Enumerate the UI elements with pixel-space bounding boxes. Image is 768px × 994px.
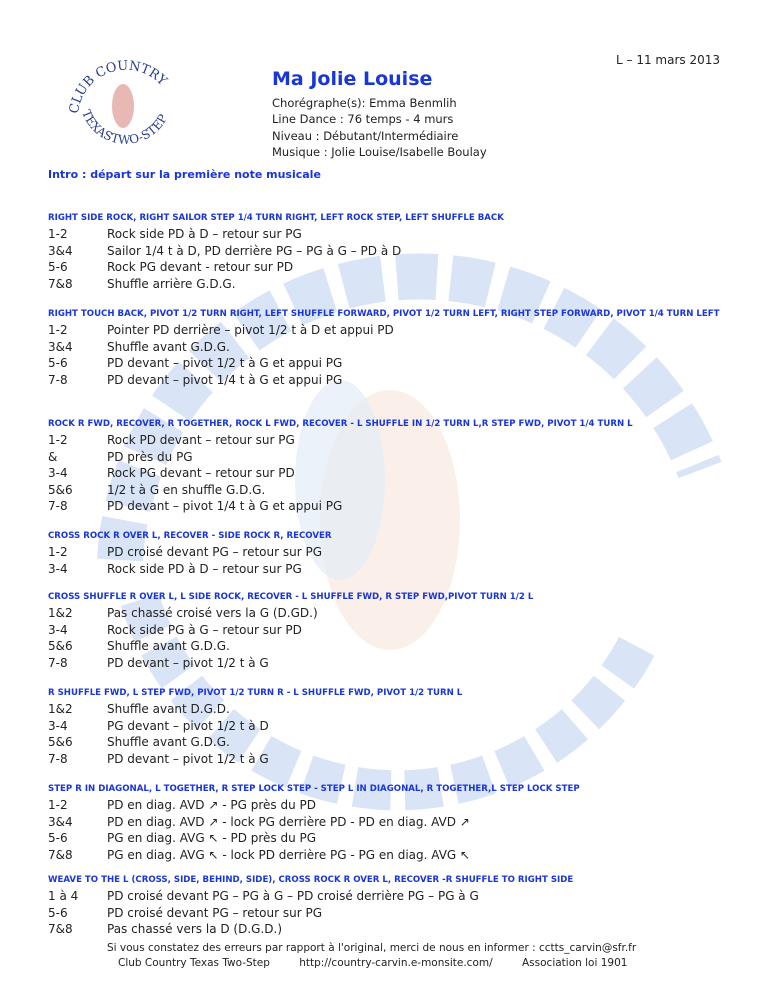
step-description: PD croisé devant PG – retour sur PG	[107, 905, 323, 920]
step-row	[48, 561, 738, 578]
step-count: 3&4	[48, 339, 73, 354]
document-date: L – 11 mars 2013	[616, 53, 720, 67]
step-count: 5&6	[48, 639, 73, 654]
step-description: Rock side PD à D – retour sur PG	[107, 561, 302, 576]
step-description: PG en diag. AVG ↖ - lock PD derrière PG - PG en diag. AVG ↖	[107, 847, 471, 862]
step-description: Shuffle arrière G.D.G.	[107, 276, 236, 291]
section-heading: WEAVE TO THE L (CROSS, SIDE, BEHIND, SIDE), CROSS ROCK R OVER L, RECOVER -R SHUFFLE TO RIGHT SIDE	[48, 875, 574, 885]
step-description: Rock PG devant – retour sur PD	[107, 466, 295, 481]
step-description: PD devant – pivot 1/2 t à G	[107, 751, 269, 766]
step-description: PD en diag. AVD ↗ - PG près du PD	[107, 798, 316, 812]
step-description: Rock side PD à D – retour sur PG	[107, 227, 302, 241]
footer-club: Club Country Texas Two-Step	[118, 957, 270, 969]
step-count: 1-2	[48, 545, 68, 559]
section-heading: RIGHT SIDE ROCK, RIGHT SAILOR STEP 1/4 TURN RIGHT, LEFT ROCK STEP, LEFT SHUFFLE BACK	[48, 213, 504, 223]
step-description: PG en diag. AVG ↖ - PD près du PG	[107, 831, 317, 846]
step-row	[48, 847, 738, 864]
section-heading: CROSS ROCK R OVER L, RECOVER - SIDE ROCK R, RECOVER	[48, 531, 332, 541]
step-description: PD croisé devant PG – retour sur PG	[107, 545, 323, 559]
page-title: Ma Jolie Louise	[272, 68, 433, 90]
step-count: &	[48, 449, 58, 464]
footer-note: Si vous constatez des erreurs par rapport à l'original, merci de nous en informer : cctts_carvin@sfr.fr	[107, 942, 637, 954]
step-row	[48, 622, 738, 639]
step-description: Shuffle avant G.D.G.	[107, 339, 230, 354]
step-description: PD en diag. AVD ↗ - lock PG derrière PD - PD en diag. AVD ↗	[107, 814, 470, 829]
step-count: 3-4	[48, 466, 68, 481]
step-section	[48, 591, 738, 671]
step-count: 5-6	[48, 831, 68, 846]
step-count: 5&6	[48, 735, 73, 750]
step-count: 1-2	[48, 433, 68, 447]
step-count: 1&2	[48, 702, 73, 716]
step-description: Pointer PD derrière – pivot 1/2 t à D et appui PD	[107, 323, 394, 337]
step-description: PD devant – pivot 1/4 t à G et appui PG	[107, 372, 343, 387]
step-row	[48, 259, 738, 276]
step-description: PD devant – pivot 1/2 t à G et appui PG	[107, 356, 343, 371]
step-section	[48, 874, 738, 938]
step-count: 1-2	[48, 798, 68, 812]
logo-top-text: CLUB COUNTRY	[66, 58, 170, 115]
footer-url[interactable]: http://country-carvin.e-monsite.com/	[299, 957, 493, 969]
music: Musique : Jolie Louise/Isabelle Boulay	[272, 144, 487, 159]
step-description: Rock side PG à G – retour sur PD	[107, 622, 302, 637]
step-row	[48, 655, 738, 672]
level: Niveau : Débutant/Intermédiaire	[272, 128, 459, 143]
step-row	[48, 482, 738, 499]
step-count: 5&6	[48, 482, 73, 497]
step-description: Pas chassé croisé vers la G (D.GD.)	[107, 606, 318, 620]
step-count: 1-2	[48, 227, 68, 241]
step-description: Rock PG devant - retour sur PD	[107, 260, 294, 275]
step-row	[48, 355, 738, 372]
step-row	[48, 734, 738, 751]
step-description: Rock PD devant – retour sur PG	[107, 433, 295, 447]
section-heading: RIGHT TOUCH BACK, PIVOT 1/2 TURN RIGHT, LEFT SHUFFLE FORWARD, PIVOT 1/2 TURN LEFT, RIGHT STEP FORWARD, PIVOT 1/4 TURN LEFT	[48, 309, 720, 319]
step-row	[48, 322, 738, 339]
step-row	[48, 701, 738, 718]
step-description: PD près du PG	[107, 449, 193, 464]
step-row	[48, 276, 738, 293]
step-count: 7&8	[48, 847, 73, 862]
step-count: 7-8	[48, 372, 68, 387]
step-count: 3-4	[48, 622, 68, 637]
dance-type: Line Dance : 76 temps - 4 murs	[272, 112, 454, 127]
step-count: 3-4	[48, 561, 68, 576]
step-count: 5-6	[48, 260, 68, 275]
step-count: 3&4	[48, 243, 73, 258]
step-row	[48, 605, 738, 622]
step-count: 3&4	[48, 814, 73, 829]
step-row	[48, 830, 738, 847]
step-row	[48, 243, 738, 260]
step-description: Shuffle avant D.G.D.	[107, 702, 230, 716]
step-row	[48, 814, 738, 831]
step-row	[48, 432, 738, 449]
section-heading: ROCK R FWD, RECOVER, R TOGETHER, ROCK L FWD, RECOVER - L SHUFFLE IN 1/2 TURN L,R STEP FWD, PIVOT 1/4 TURN L	[48, 419, 633, 429]
step-count: 7-8	[48, 655, 68, 670]
step-row	[48, 638, 738, 655]
step-row	[48, 905, 738, 922]
step-count: 1 à 4	[48, 889, 79, 903]
section-heading: STEP R IN DIAGONAL, L TOGETHER, R STEP LOCK STEP - STEP L IN DIAGONAL, R TOGETHER,L STEP LOCK STEP	[48, 784, 580, 794]
step-section	[48, 783, 738, 863]
step-section	[48, 418, 738, 515]
step-count: 5-6	[48, 356, 68, 371]
step-section	[48, 308, 738, 388]
step-count: 7&8	[48, 922, 73, 937]
step-description: Shuffle avant G.D.G.	[107, 735, 230, 750]
step-description: PG devant – pivot 1/2 t à D	[107, 718, 269, 733]
step-row	[48, 921, 738, 938]
step-count: 5-6	[48, 905, 68, 920]
step-row	[48, 718, 738, 735]
step-row	[48, 372, 738, 389]
step-description: Shuffle avant G.D.G.	[107, 639, 230, 654]
step-description: PD devant – pivot 1/4 t à G et appui PG	[107, 499, 343, 514]
step-row	[48, 449, 738, 466]
step-description: Pas chassé vers la D (D.G.D.)	[107, 922, 283, 937]
step-count: 7-8	[48, 751, 68, 766]
step-row	[48, 226, 738, 243]
step-section	[48, 687, 738, 767]
logo-bottom-text: TEXASTWO-STEP	[79, 107, 171, 147]
footer-association: Association loi 1901	[522, 957, 628, 969]
step-row	[48, 888, 738, 905]
intro-note: Intro : départ sur la première note musicale	[48, 168, 321, 181]
step-row	[48, 498, 738, 515]
step-row	[48, 465, 738, 482]
step-description: 1/2 t à G en shuffle G.D.G.	[107, 482, 266, 497]
step-count: 7&8	[48, 276, 73, 291]
step-count: 3-4	[48, 718, 68, 733]
step-count: 1-2	[48, 323, 68, 337]
step-row	[48, 339, 738, 356]
section-heading: R SHUFFLE FWD, L STEP FWD, PIVOT 1/2 TURN R - L SHUFFLE FWD, PIVOT 1/2 TURN L	[48, 688, 463, 698]
step-description: PD croisé devant PG – PG à G – PD croisé derrière PG – PG à G	[107, 889, 479, 903]
step-description: PD devant – pivot 1/2 t à G	[107, 655, 269, 670]
step-row	[48, 797, 738, 814]
step-section	[48, 212, 738, 292]
step-row	[48, 751, 738, 768]
step-count: 7-8	[48, 499, 68, 514]
choreographer: Chorégraphe(s): Emma Benmlih	[272, 96, 457, 110]
step-description: Sailor 1/4 t à D, PD derrière PG – PG à G – PD à D	[107, 243, 402, 258]
section-heading: CROSS SHUFFLE R OVER L, L SIDE ROCK, RECOVER - L SHUFFLE FWD, R STEP FWD,PIVOT TURN 1/2 L	[48, 592, 534, 602]
step-section	[48, 530, 738, 577]
step-count: 1&2	[48, 606, 73, 620]
step-row	[48, 544, 738, 561]
